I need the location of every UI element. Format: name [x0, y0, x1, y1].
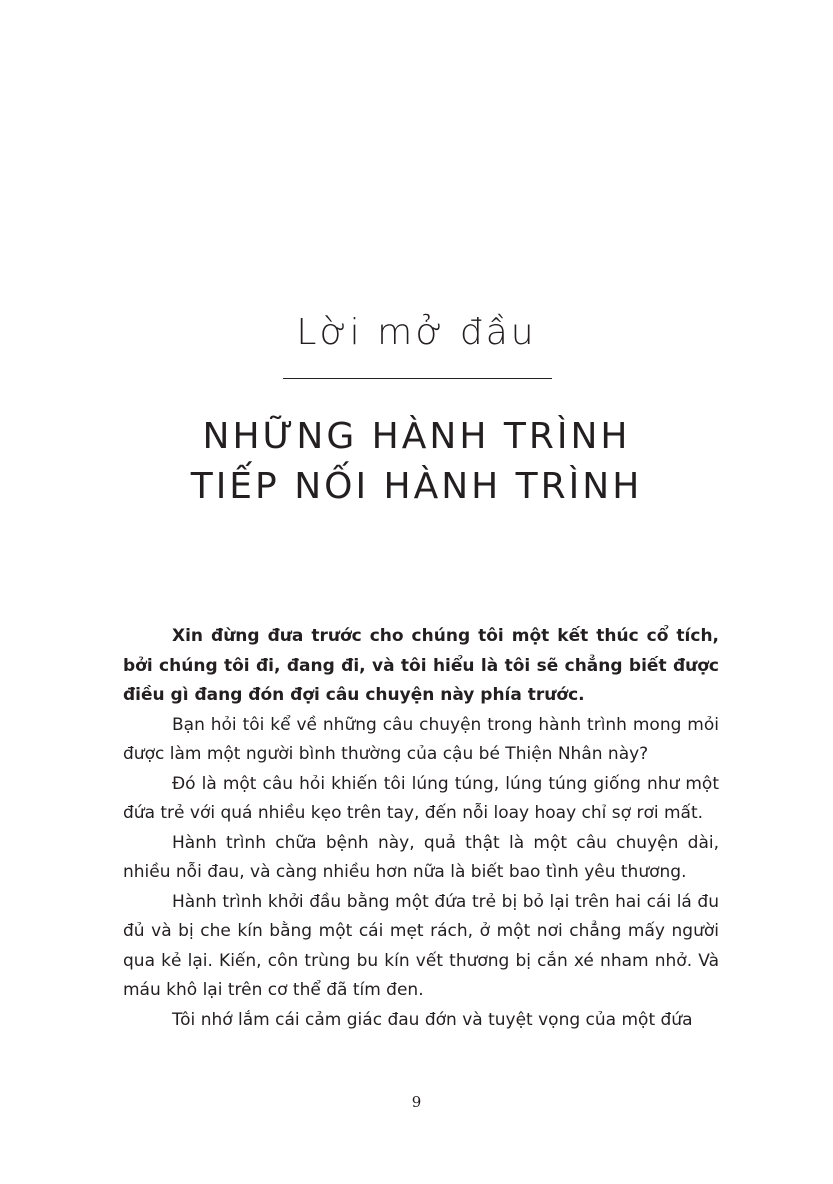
paragraph: Đó là một câu hỏi khiến tôi lúng túng, lúng túng giống như một đứa trẻ với quá nhiều kẹo trên tay, đến nỗi loay hoay chỉ sợ rơi mất. — [123, 773, 719, 823]
lead-paragraph: Xin đừng đưa trước cho chúng tôi một kết thúc cổ tích, bởi chúng tôi đi, đang đi, và tôi hiểu là tôi sẽ chẳng biết được điều gì đang đón đợi câu chuyện này phía trước. — [123, 626, 719, 705]
paragraph: Hành trình chữa bệnh này, quả thật là một câu chuyện dài, nhiều nỗi đau, và càng nhiều hơn nữa là biết bao tình yêu thương. — [123, 832, 719, 882]
chapter-title-line-2: TIẾP NỐI HÀNH TRÌNH — [190, 466, 643, 507]
chapter-title-line-1: NHỮNG HÀNH TRÌNH — [202, 416, 631, 457]
paragraph: Tôi nhớ lắm cái cảm giác đau đớn và tuyệt vọng của một đứa — [172, 1009, 693, 1030]
title-divider — [283, 378, 552, 379]
chapter-subtitle: Lời mở đầu — [296, 312, 537, 353]
chapter-title — [0, 412, 833, 512]
page-number: 9 — [411, 1093, 422, 1111]
body-text — [123, 622, 719, 1035]
paragraph: Bạn hỏi tôi kể về những câu chuyện trong hành trình mong mỏi được làm một người bình thường của cậu bé Thiện Nhân này? — [123, 714, 719, 764]
paragraph: Hành trình khởi đầu bằng một đứa trẻ bị bỏ lại trên hai cái lá đu đủ và bị che kín bằng một cái mẹt rách, ở một nơi chẳng mấy người qua kẻ lại. Kiến, côn trùng bu kín vết thương bị cắn xé nham nhở. Và máu khô lại trên cơ thể đã tím đen. — [123, 891, 719, 1000]
